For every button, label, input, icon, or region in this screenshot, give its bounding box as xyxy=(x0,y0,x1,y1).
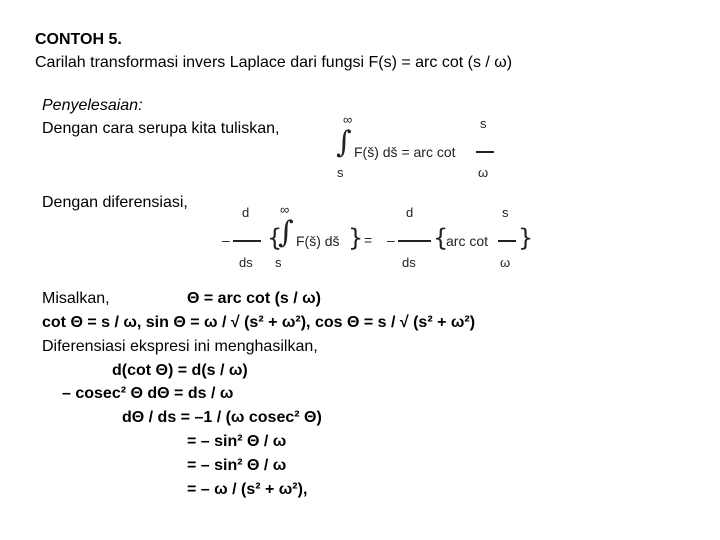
diff-text: Diferensiasi ekspresi ini menghasilkan, xyxy=(42,338,318,355)
step-line-1: d(cot Θ) = d(s / ω) xyxy=(112,362,248,379)
problem-statement: Carilah transformasi invers Laplace dari fungsi F(s) = arc cot (s / ω) xyxy=(35,54,513,71)
integral-sign: ∫ xyxy=(336,125,352,160)
fraction-numerator-2: s xyxy=(502,205,509,220)
derivative-bar-2 xyxy=(398,240,431,242)
minus-sign: – xyxy=(222,232,230,248)
integral-sign: ∫ xyxy=(278,215,294,250)
upper-limit: ∞ xyxy=(343,112,353,127)
left-brace-2: { xyxy=(433,224,449,252)
left-brace: { xyxy=(267,224,283,252)
right-brace-2: } xyxy=(518,224,534,252)
fraction-bar xyxy=(476,151,494,153)
step-line-6: = – ω / (s² + ω²), xyxy=(187,481,308,498)
ds-denominator: ds xyxy=(239,255,253,270)
fraction-denominator-2: ω xyxy=(500,255,511,270)
lower-limit: s xyxy=(275,255,282,270)
d-numerator: d xyxy=(242,205,250,220)
fraction-numerator: s xyxy=(480,116,487,131)
step-line-5: = – sin² Θ / ω xyxy=(187,457,287,474)
step-line-3: dΘ / ds = –1 / (ω cosec² Θ) xyxy=(122,409,322,426)
step-line-2: – cosec² Θ dΘ = ds / ω xyxy=(62,385,234,402)
let-label: Misalkan, xyxy=(42,290,110,307)
upper-limit: ∞ xyxy=(280,202,290,217)
step-line-4: = – sin² Θ / ω xyxy=(187,433,287,450)
diff-label: Dengan diferensiasi, xyxy=(42,194,188,211)
integrand: F(š) dš = arc cot xyxy=(354,144,456,160)
right-brace: } xyxy=(348,224,364,252)
equals-sign: = xyxy=(364,232,373,248)
ds-denominator-2: ds xyxy=(402,255,416,270)
lower-limit: s xyxy=(337,165,344,180)
fraction-bar-2 xyxy=(498,240,516,242)
let-equation: Θ = arc cot (s / ω) xyxy=(187,290,321,307)
d-numerator-2: d xyxy=(406,205,414,220)
trig-relations: cot Θ = s / ω, sin Θ = ω / √ (s² + ω²), cos Θ = s / √ (s² + ω²) xyxy=(42,314,476,331)
arc-cot: arc cot xyxy=(446,233,489,249)
solution-intro: Dengan cara serupa kita tuliskan, xyxy=(42,120,280,137)
integrand: F(š) dš xyxy=(296,233,340,249)
fraction-denominator: ω xyxy=(478,165,489,180)
example-title: CONTOH 5. xyxy=(35,31,122,48)
derivative-bar xyxy=(233,240,261,242)
minus-sign-2: – xyxy=(387,232,395,248)
solution-label: Penyelesaian: xyxy=(42,97,143,114)
